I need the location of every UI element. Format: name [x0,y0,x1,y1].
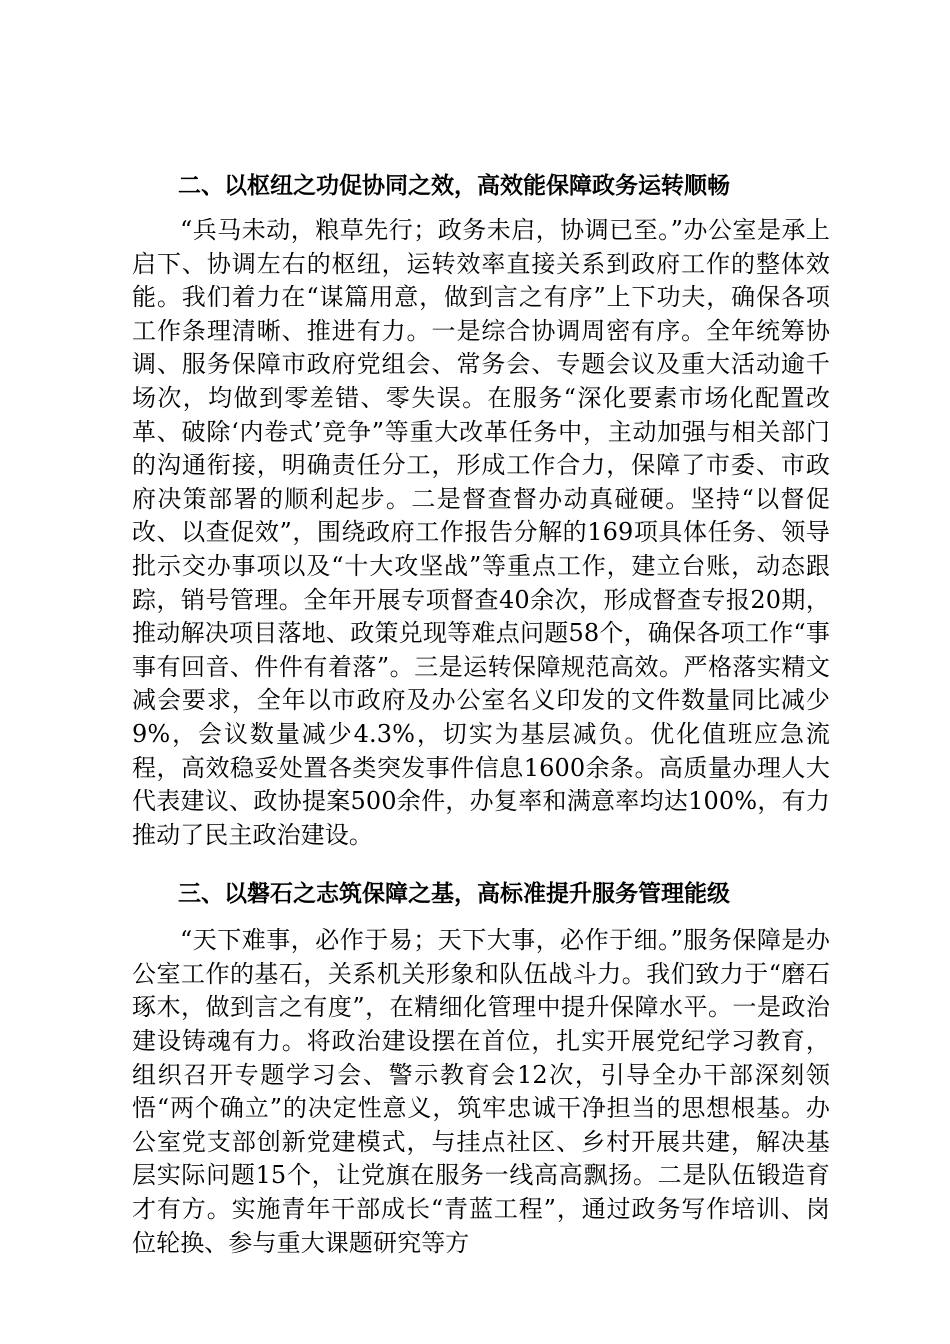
document-body [132,168,830,1260]
section-2-paragraph: “兵马未动，粮草先行；政务未启，协调已至。”办公室是承上启下、协调左右的枢纽，运转效率直接关系到政府工作的整体效能。我们着力在“谋篇用意，做到言之有序”上下功夫，确保各项工作条理清晰、推进有力。一是综合协调周密有序。全年统筹协调、服务保障市政府党组会、常务会、专题会议及重大活动逾千场次，均做到零差错、零失误。在服务“深化要素市场化配置改革、破除‘内卷式’竞争”等重大改革任务中，主动加强与相关部门的沟通衔接，明确责任分工，形成工作合力，保障了市委、市政府决策部署的顺利起步。二是督查督办动真碰硬。坚持“以督促改、以查促效”，围绕政府工作报告分解的169项具体任务、领导批示交办事项以及“十大攻坚战”等重点工作，建立台账，动态跟踪，销号管理。全年开展专项督查40余次，形成督查专报20期，推动解决项目落地、政策兑现等难点问题58个，确保各项工作“事事有回音、件件有着落”。三是运转保障规范高效。严格落实精文减会要求，全年以市政府及办公室名义印发的文件数量同比减少9%，会议数量减少4.3%，切实为基层减负。优化值班应急流程，高效稳妥处置各类突发事件信息1600余条。高质量办理人大代表建议、政协提案500余件，办复率和满意率均达100%，有力推动了民主政治建设。 [132,216,830,849]
section-3-paragraph: “天下难事，必作于易；天下大事，必作于细。”服务保障是办公室工作的基石，关系机关形象和队伍战斗力。我们致力于“磨石琢木，做到言之有度”，在精细化管理中提升保障水平。一是政治建设铸魂有力。将政治建设摆在首位，扎实开展党纪学习教育，组织召开专题学习会、警示教育会12次，引导全办干部深刻领悟“两个确立”的决定性意义，筑牢忠诚干净担当的思想根基。办公室党支部创新党建模式，与挂点社区、乡村开展共建，解决基层实际问题15个，让党旗在服务一线高高飘扬。二是队伍锻造育才有方。实施青年干部成长“青蓝工程”，通过政务写作培训、岗位轮换、参与重大课题研究等方 [132,926,830,1257]
section-2-heading: 二、以枢纽之功促协同之效，高效能保障政务运转顺畅 [178,173,730,199]
section-3-heading: 三、以磐石之志筑保障之基，高标准提升服务管理能级 [178,881,730,908]
